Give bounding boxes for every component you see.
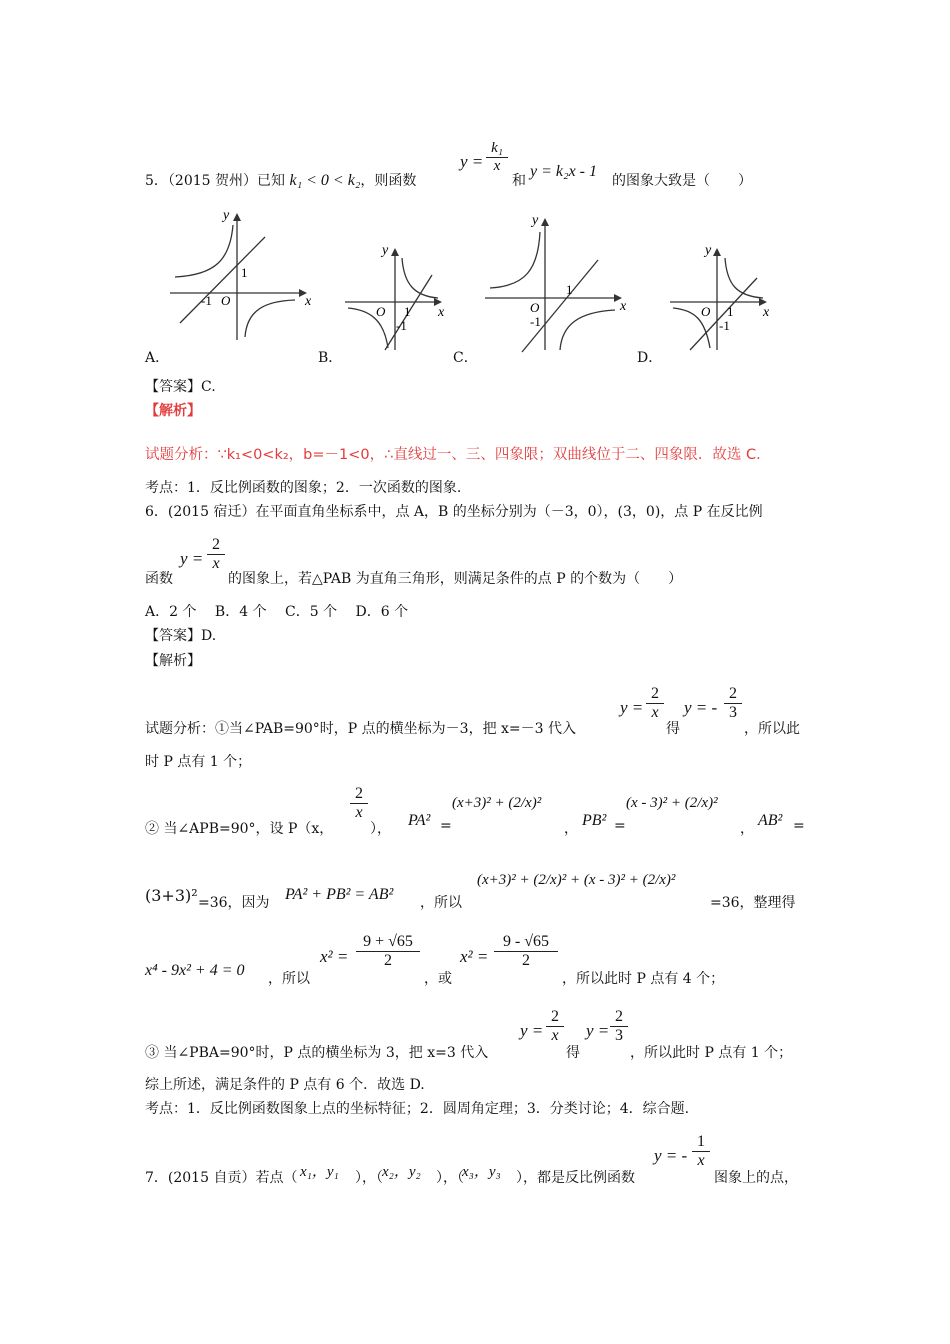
q6-step3-b: =36，因为 <box>198 895 270 911</box>
q7-sep: ），（ <box>436 1170 464 1186</box>
y-axis-label: y <box>705 243 712 258</box>
q5-points: 考点：1．反比例函数的图象；2．一次函数的图象. <box>145 480 462 496</box>
tick-label: -1 <box>201 293 212 308</box>
q6-step1-c: ，所以此 <box>744 721 800 737</box>
q6-step4-fraction-1 <box>356 933 420 970</box>
tick-label: 1 <box>727 304 734 319</box>
q6-step1-a: 试题分析：①当∠PAB=90°时，P 点的横坐标为－3，把 x=－3 代入 <box>145 721 577 737</box>
tick-label: -1 <box>530 314 541 329</box>
q6-step5-y: y = <box>586 1021 610 1040</box>
q5-graph-a <box>165 205 315 345</box>
q6-step3-c: PA² + PB² = AB² <box>285 886 394 903</box>
q6-step1-func-lhs: y = <box>620 698 644 717</box>
q6-func-lhs: y = <box>180 549 204 568</box>
q7-mid: ），都是反比例函数 <box>516 1170 635 1186</box>
fraction-num: 1 <box>692 1133 710 1152</box>
tick-label: -1 <box>719 318 730 333</box>
q6-comma: ， <box>564 821 578 837</box>
q5-source: （2015 贺州）已知 <box>167 173 286 189</box>
q6-step1-b: 得 <box>666 721 680 737</box>
q6-step4-c2: x² = <box>460 947 489 966</box>
q5-analysis-title: 【解析】 <box>145 403 201 419</box>
q5-condition: k₁ < 0 < k₂ <box>289 172 361 189</box>
tick-label: -1 <box>396 318 407 333</box>
q5-func1-fraction <box>486 140 508 175</box>
fraction-num: 2 <box>646 685 664 704</box>
q6-step5-b: 得 <box>566 1045 580 1061</box>
fraction-den: x <box>697 1152 705 1169</box>
q5-and: 和 <box>512 173 526 189</box>
q5-func2: y = k₂x - 1 <box>530 163 597 180</box>
q6-analysis-title: 【解析】 <box>145 653 201 669</box>
tick-label: 1 <box>241 265 248 280</box>
q6-step5-fraction <box>610 1008 628 1045</box>
fraction-den: 2 <box>384 952 392 969</box>
q6-step5-c: ，所以此时 P 点有 1 个； <box>630 1045 793 1061</box>
fraction-den: 3 <box>729 704 737 721</box>
q6-comma: ， <box>740 821 754 837</box>
q6-options: A．2 个 B．4 个 C．5 个 D．6 个 <box>145 604 409 620</box>
q6-step3-a: (3+3)² <box>145 886 198 905</box>
q6-step3-d: ，所以 <box>420 895 462 911</box>
q5-option-c: C． <box>453 350 478 366</box>
q6-pb-expr: (x - 3)² + (2/x)² <box>626 795 718 811</box>
q6-step1-func-fraction <box>646 685 664 722</box>
fraction-num: 2 <box>724 685 742 704</box>
q6-func-fraction <box>207 536 225 573</box>
q6-step5-func-lhs: y = <box>520 1021 544 1040</box>
q6-step5-a: ③ 当∠PBA=90°时，P 点的横坐标为 3，把 x=3 代入 <box>145 1045 489 1061</box>
fraction-den: x <box>651 704 659 721</box>
q6-points: 考点：1．反比例函数图象上点的坐标特征；2．圆周角定理；3．分类讨论；4．综合题. <box>145 1101 690 1117</box>
x-axis-label: x <box>305 294 312 309</box>
q5-text: ，则函数 <box>360 173 417 189</box>
q6-answer: 【答案】D. <box>145 628 217 644</box>
q6-eq: = <box>793 818 805 834</box>
origin-label: O <box>530 300 540 315</box>
q6-pa-expr: (x+3)² + (2/x)² <box>452 795 542 811</box>
x-axis-label: x <box>438 305 445 320</box>
fraction-den: x <box>355 804 363 821</box>
q6-line2-suffix: 的图象上，若△PAB 为直角三角形，则满足条件的点 P 的个数为（ ） <box>228 571 683 587</box>
q5-option-b: B． <box>318 350 343 366</box>
q6-eq: = <box>440 818 452 834</box>
q6-eq: = <box>614 818 626 834</box>
fraction-num: 9 - √65 <box>494 933 558 952</box>
fraction-den: 3 <box>615 1027 623 1044</box>
q6-step4-d: ，或 <box>424 971 452 987</box>
tick-label: 1 <box>566 282 573 297</box>
q5-tail: 的图象大致是（ ） <box>612 173 752 189</box>
q6-func-den: x <box>212 555 220 572</box>
q6-step5-func-fraction <box>546 1008 564 1045</box>
q5-graph-d <box>665 240 775 355</box>
q6-step2-p-fraction <box>350 785 368 822</box>
q5-stem <box>145 170 416 190</box>
q6-step4-b: ，所以 <box>268 971 310 987</box>
q6-line2-prefix: 函数 <box>145 571 173 587</box>
q6-step1-y: y = - <box>684 698 718 717</box>
q6-step4-fraction-2 <box>494 933 558 970</box>
q5-analysis: 试题分析：∵k₁<0<k₂，b=－1<0，∴直线过一、三、四象限；双曲线位于二、四象限．故选 C． <box>145 447 771 463</box>
q6-pb2: PB² <box>582 812 607 829</box>
q7-point-2: x₂，y₂ <box>382 1164 421 1180</box>
q6-step3-f: =36，整理得 <box>710 895 796 911</box>
fraction-num: 9 + √65 <box>356 933 420 952</box>
q6-line1: 6．(2015 宿迁）在平面直角坐标系中，点 A，B 的坐标分别为（－3，0），(3，0)，点 P 在反比例 <box>145 504 763 520</box>
q6-ab2: AB² <box>758 812 783 829</box>
tick-label: 1 <box>404 304 411 319</box>
fraction-num: 2 <box>610 1008 628 1027</box>
fraction-num: 2 <box>350 785 368 804</box>
q6-pa2: PA² <box>408 812 431 829</box>
q6-step1-d: 时 P 点有 1 个； <box>145 754 252 770</box>
x-axis-label: x <box>620 299 627 314</box>
q7-sep: ），（ <box>355 1170 383 1186</box>
q6-summary: 综上所述，满足条件的 P 点有 6 个．故选 D. <box>145 1077 425 1093</box>
q7-func-lhs: y = - <box>654 1146 688 1165</box>
q7-point-3: x₃，y₃ <box>462 1164 501 1180</box>
fraction-den: x <box>551 1027 559 1044</box>
q5-graph-c <box>480 210 630 360</box>
q7-prefix: 7．(2015 自贡）若点（ <box>145 1170 298 1186</box>
q5-func1-den: x <box>493 158 501 174</box>
q6-step4-e: ，所以此时 P 点有 4 个； <box>562 971 725 987</box>
fraction-den: 2 <box>522 952 530 969</box>
origin-label: O <box>376 304 386 319</box>
q6-func-num: 2 <box>207 536 225 555</box>
q5-number: 5． <box>145 173 168 189</box>
q5-func1-lhs: y = <box>460 152 484 171</box>
y-axis-label: y <box>532 213 539 228</box>
q6-step3-e: (x+3)² + (2/x)² + (x - 3)² + (2/x)² <box>477 872 676 888</box>
origin-label: O <box>221 293 231 308</box>
q5-graph-b <box>340 240 450 355</box>
q7-point-1: x₁，y₁ <box>300 1164 339 1180</box>
q5-option-a: A． <box>145 350 170 366</box>
fraction-num: 2 <box>546 1008 564 1027</box>
q5-answer: 【答案】C. <box>145 379 216 395</box>
q5-func1-num: k₁ <box>486 140 508 158</box>
q7-tail: 图象上的点， <box>714 1170 798 1186</box>
x-axis-label: x <box>763 305 770 320</box>
q6-step1-fraction <box>724 685 742 722</box>
q6-step2-b: ）， <box>370 821 391 837</box>
q6-step4-c: x² = <box>320 947 349 966</box>
origin-label: O <box>701 304 711 319</box>
y-axis-label: y <box>382 243 389 258</box>
y-axis-label: y <box>223 208 230 223</box>
q6-step2-a: ② 当∠APB=90°，设 P（x， <box>145 821 334 837</box>
q6-step4-a: x⁴ - 9x² + 4 = 0 <box>145 962 245 979</box>
q7-func-fraction <box>692 1133 710 1170</box>
q5-option-d: D． <box>637 350 663 366</box>
